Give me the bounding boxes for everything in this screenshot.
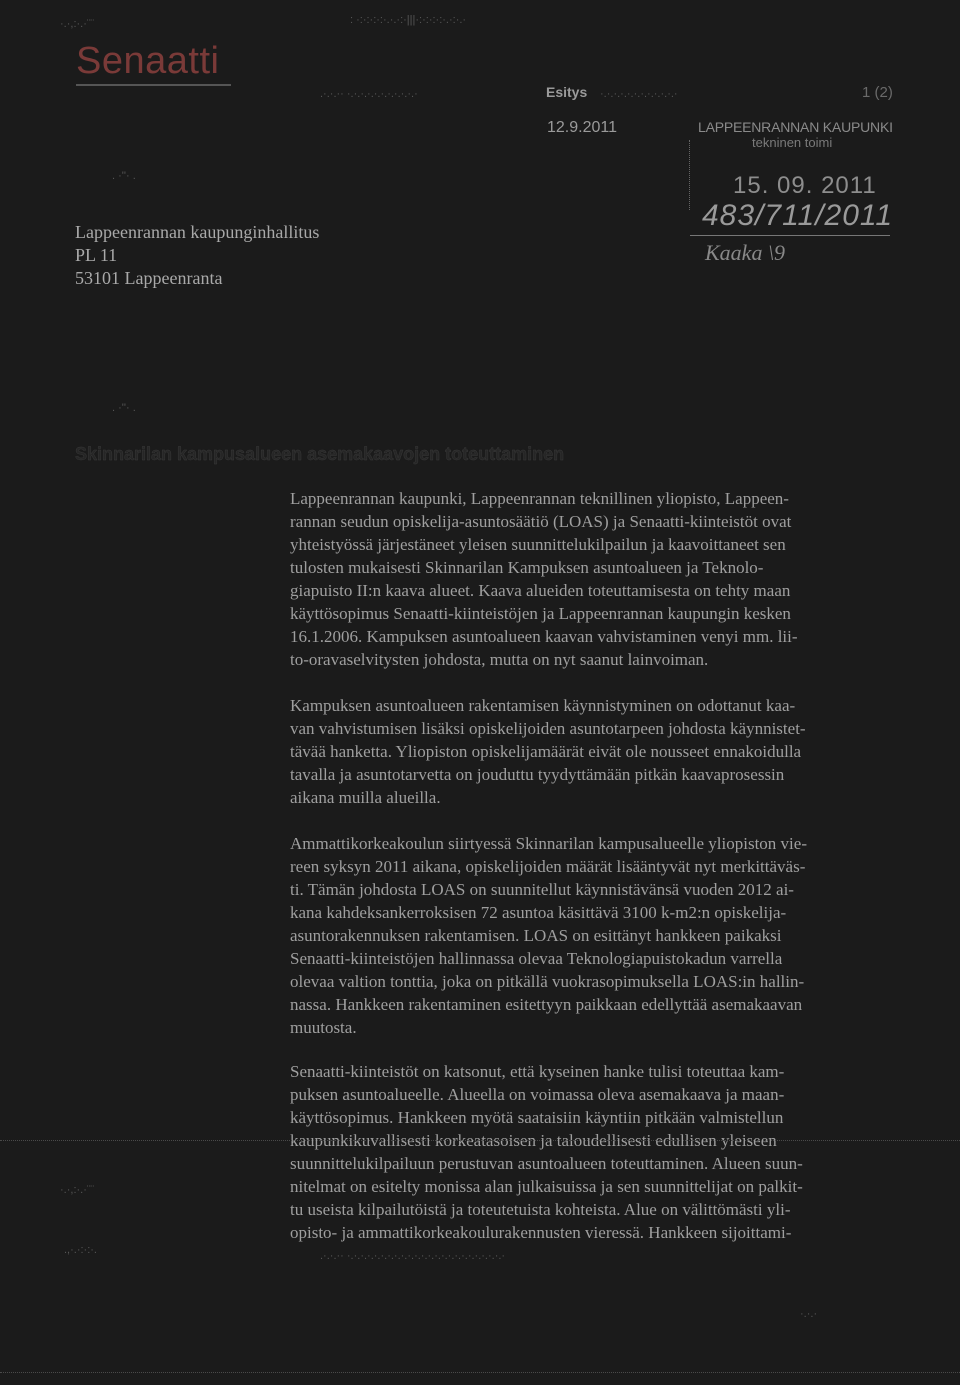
text-line: Lappeenrannan kaupunki, Lappeenrannan teknillinen yliopisto, Lappeen- [290,489,789,508]
scan-artifact: .,·.·:·:·. [64,1244,97,1256]
text-line: nitelmat on esitelty monissa alan julkaisuissa ja sen suunnittelijat on palkit- [290,1177,803,1196]
text-line: ti. Tämän johdosta LOAS on suunnitellut käynnistävänsä vuoden 2012 ai- [290,880,794,899]
text-line: Kampuksen asuntoalueen rakentamisen käynnistyminen on odottanut kaa- [290,696,796,715]
page-number: 1 (2) [862,84,893,101]
paragraph-1 [290,487,896,671]
scan-line [0,1372,960,1374]
text-line: to-oravaselvitysten johdosta, mutta on nyt saanut lainvoiman. [290,650,709,669]
document-date: 12.9.2011 [547,119,617,136]
scan-artifact: . ·''· . [112,402,136,414]
text-line: giapuisto II:n kaava alueet. Kaava alueiden toteuttamisesta on tehty maan [290,581,791,600]
logo-underline [76,84,231,86]
text-line: asuntorakennuksen rakentamisen. LOAS on esittänyt hankkeen paikaksi [290,926,782,945]
scan-artifact: .·.·.·· ·.·.·.·.·.·.·.·.·.·.·.·.·.·.·.·.·.·.·.·.·.·.·.· [320,1250,506,1262]
text-line: Senaatti-kiinteistöjen hallinnassa olevaa Teknologiapuistokadun varrella [290,949,783,968]
text-line: aikana muilla alueilla. [290,788,441,807]
recipient-name: Lappeenrannan kaupunginhallitus [75,222,320,242]
stamp-register-number: 483/711/2011 [702,199,894,232]
scan-artifact: ·.·,:·.·¨¨ [60,1184,95,1196]
text-line: tävää hanketta. Yliopiston opiskelijamäärät eivät ole nousseet ennakoidulla [290,742,802,761]
text-line: käyttösopimus Senaatti-kiinteistöjen ja Lappeenrannan kaupungin kesken [290,604,791,623]
text-line: nassa. Hankkeen rakentaminen esitettyyn paikkaan edellyttää asemakaavan [290,995,803,1014]
text-line: olevaa valtion tonttia, joka on pitkällä vuokrasopimuksella LOAS:in hallin- [290,972,805,991]
document-title: Skinnarilan kampusalueen asemakaavojen toteuttaminen [75,444,565,464]
text-line: suunnittelukilpailuun perustuvan asuntoalueen toteuttaminen. Alueen suun- [290,1154,803,1173]
text-line: kaupunkikuvallisesti korkeatasoisen ja taloudellisesti edullisen yleiseen [290,1131,777,1150]
scan-artifact: ·.·,:·.·¨¨ [60,18,95,30]
senaatti-logo: Senaatti [76,40,220,82]
text-line: tavalla ja asuntotarvetta on jouduttu tyydyttämään pitkän kaavaprosessin [290,765,785,784]
stamp-border [689,140,690,210]
paragraph-3 [290,832,896,1039]
scan-line [0,1140,960,1142]
text-line: kana kahdeksankerroksisen 72 asuntoa käsittävä 3100 k-m2:n opiskelija- [290,903,787,922]
scan-artifact: . ·''· . [112,170,136,182]
scan-artifact: .·.·.·· ·.·.·.·.·.·.·.·.·.·.· [320,88,418,100]
stamp-received-date: 15. 09. 2011 [733,172,877,199]
text-line: käyttösopimus. Hankkeen myötä saataisiin käyntiin pitkään valmistellun [290,1108,784,1127]
paragraph-2 [290,694,896,809]
text-line: reen syksyn 2011 aikana, opiskelijoiden määrät lisääntyvät nyt merkittäväs- [290,857,806,876]
stamp-department: tekninen toimi [752,135,833,150]
text-line: rannan seudun opiskelija-asuntosäätiö (LOAS) ja Senaatti-kiinteistöt ovat [290,512,792,531]
paragraph-4 [290,1060,896,1244]
text-line: muutosta. [290,1018,357,1037]
text-line: yhteistyössä järjestäneet yleisen suunnittelukilpailun ja kaavoittaneet sen [290,535,786,554]
recipient-po-box: PL 11 [75,245,118,265]
text-line: opisto- ja ammattikorkeakoulurakennusten vieressä. Hankkeen sijoittami- [290,1223,792,1242]
text-line: tulosten mukaisesti Skinnarilan Kampuksen asuntoalueen ja Teknolo- [290,558,764,577]
stamp-underline [690,235,890,236]
text-line: tu useista kilpailutöistä ja toteutetuista kohteista. Alue on välittömästi yli- [290,1200,791,1219]
stamp-organization: LAPPEENRANNAN KAUPUNKI [698,119,893,135]
document-type: Esitys [546,84,588,100]
text-line: puksen asuntoalueelle. Alueella on voimassa oleva asemakaava ja maan- [290,1085,785,1104]
scan-artifact: ·.·.·.·.·.·.·.·.·.·.·.· [600,88,678,100]
text-line: van vahvistumisen lisäksi opiskelijoiden asuntotarpeen johdosta käynnistet- [290,719,806,738]
stamp-handwritten-note: Kaaka \9 [705,240,786,265]
scan-artifact: ·.·.· [800,1308,818,1320]
recipient-city: 53101 Lappeenranta [75,268,223,288]
text-line: Senaatti-kiinteistöt on katsonut, että kyseinen hanke tulisi toteuttaa kam- [290,1062,785,1081]
text-line: Ammattikorkeakoulun siirtyessä Skinnarilan kampusalueelle yliopiston vie- [290,834,807,853]
scan-artifact: : ·:·:·:·:·.·.·:·|||·:·:·:·:·.·:·.· [350,14,467,26]
text-line: 16.1.2006. Kampuksen asuntoalueen kaavan vahvistaminen venyi mm. lii- [290,627,798,646]
